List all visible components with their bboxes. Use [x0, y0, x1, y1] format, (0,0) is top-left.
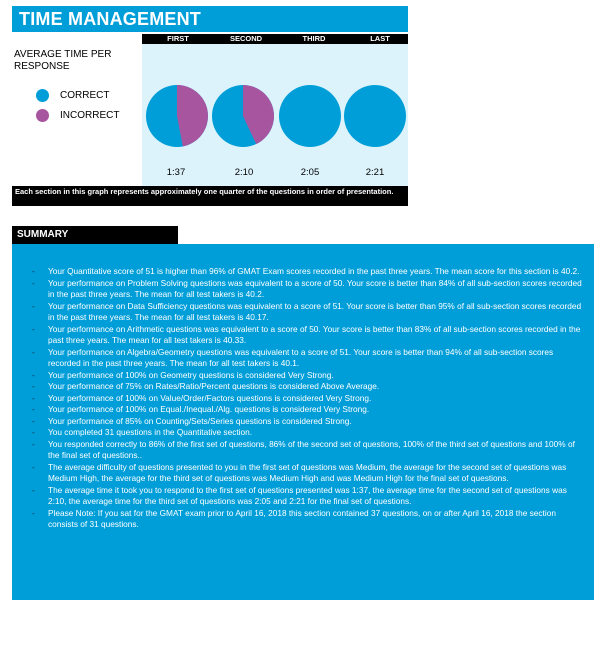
- summary-box: [12, 244, 594, 600]
- summary-item: [12, 439, 594, 462]
- summary-item-text: You completed 31 questions in the Quantitative section.: [48, 427, 253, 437]
- summary-item-text: Your performance of 85% on Counting/Sets/Series questions is considered Strong.: [48, 415, 352, 426]
- summary-item: [12, 404, 594, 416]
- avg-time-label: AVERAGE TIME PER RESPONSE: [14, 49, 112, 72]
- summary-bullet: -: [32, 369, 35, 380]
- legend-swatch-correct: [36, 89, 49, 102]
- summary-bullet: -: [32, 381, 35, 391]
- summary-bullet: -: [32, 323, 35, 334]
- time-label-second: 2:10: [234, 167, 254, 178]
- summary-item-text: Your performance on Algebra/Geometry questions was equivalent to a score of 51. Your score is better than 94% of all sub-section scores recorded in the past three years. The mean for all test takers is 40.1.: [48, 346, 554, 368]
- summary-item: [12, 393, 594, 405]
- summary-bullet: -: [32, 392, 35, 403]
- summary-list: [12, 266, 594, 531]
- chart-footnote: Each section in this graph represents approximately one quarter of the questions in order of presentation.: [12, 186, 408, 206]
- summary-item-text: The average time it took you to respond to the first set of questions presented was 1:37, the average time for the second set of questions was 2:10, the average time for the third set of questions was 2:05 and 2:21 for the final set of questions.: [48, 484, 567, 506]
- summary-item-text: The average difficulty of questions presented to you in the first set of questions was Medium, the average for the second set of questions was Medium High, the average for the third set of questions was Medium High and was Medium High for the final set of questions.: [48, 461, 567, 483]
- time-label-third: 2:05: [300, 167, 320, 178]
- summary-bullet: -: [32, 404, 35, 414]
- legend-label-incorrect: INCORRECT: [60, 110, 120, 121]
- summary-item: [12, 278, 594, 301]
- summary-item: [12, 427, 594, 439]
- summary-item: [12, 370, 594, 382]
- summary-title: SUMMARY: [12, 226, 178, 244]
- time-management-title: TIME MANAGEMENT: [12, 6, 408, 32]
- summary-bullet: -: [32, 277, 35, 288]
- summary-item-text: Your Quantitative score of 51 is higher than 96% of GMAT Exam scores recorded in the past three years. The mean score for this section is 40.2.: [48, 266, 580, 276]
- summary-item: [12, 301, 594, 324]
- summary-item-text: Your performance of 75% on Rates/Ratio/Percent questions is considered Above Average.: [48, 381, 380, 391]
- legend-item-correct: [36, 89, 109, 102]
- summary-bullet: -: [32, 415, 35, 426]
- summary-item: [12, 508, 594, 531]
- legend-swatch-incorrect: [36, 109, 49, 122]
- summary-item: [12, 416, 594, 428]
- summary-bullet: -: [32, 346, 35, 357]
- summary-bullet: -: [32, 266, 35, 276]
- column-label-second: SECOND: [229, 34, 263, 43]
- time-labels: [142, 0, 408, 200]
- time-label-first: 1:37: [166, 167, 186, 178]
- summary-item: [12, 347, 594, 370]
- summary-bullet: -: [32, 461, 35, 472]
- summary-bullet: -: [32, 507, 35, 518]
- summary-item-text: You responded correctly to 86% of the first set of questions, 86% of the second set of questions, 100% of the third set of questions and 100% of the final set of questions..: [48, 438, 575, 460]
- column-label-last: LAST: [370, 34, 390, 43]
- summary-item: [12, 462, 594, 485]
- legend-label-correct: CORRECT: [60, 90, 110, 101]
- time-label-last: 2:21: [365, 167, 385, 178]
- summary-bullet: -: [32, 484, 35, 495]
- summary-item-text: Your performance on Problem Solving questions was equivalent to a score of 50. Your score is better than 84% of all sub-section scores recorded in the past three years. The mean for all test takers is 40.2.: [48, 277, 582, 299]
- summary-item-text: Please Note: If you sat for the GMAT exam prior to April 16, 2018 this section contained 37 questions, on or after April 16, 2018 the section consists of 31 questions.: [48, 507, 556, 529]
- summary-item-text: Your performance of 100% on Geometry questions is considered Very Strong.: [48, 369, 334, 380]
- summary-item: [12, 266, 594, 278]
- summary-item: [12, 381, 594, 393]
- summary-item: [12, 485, 594, 508]
- summary-item-text: Your performance on Data Sufficiency questions was equivalent to a score of 51. Your score is better than 95% of all sub-section scores recorded in the past three years. The mean for all test takers is 40.17.: [48, 300, 582, 322]
- summary-item-text: Your performance of 100% on Equal./Inequal./Alg. questions is considered Very Strong.: [48, 404, 370, 414]
- summary-bullet: -: [32, 427, 35, 437]
- summary-item-text: Your performance of 100% on Value/Order/Factors questions is considered Very Strong.: [48, 392, 372, 403]
- summary-item-text: Your performance on Arithmetic questions was equivalent to a score of 50. Your score is better than 83% of all sub-section scores recorded in the past three years. The mean for all test takers is 40.33.: [48, 323, 581, 345]
- summary-bullet: -: [32, 300, 35, 311]
- legend-item-incorrect: [36, 109, 119, 122]
- column-label-third: THIRD: [302, 34, 326, 43]
- summary-item: [12, 324, 594, 347]
- column-label-first: FIRST: [167, 34, 189, 43]
- summary-bullet: -: [32, 438, 35, 449]
